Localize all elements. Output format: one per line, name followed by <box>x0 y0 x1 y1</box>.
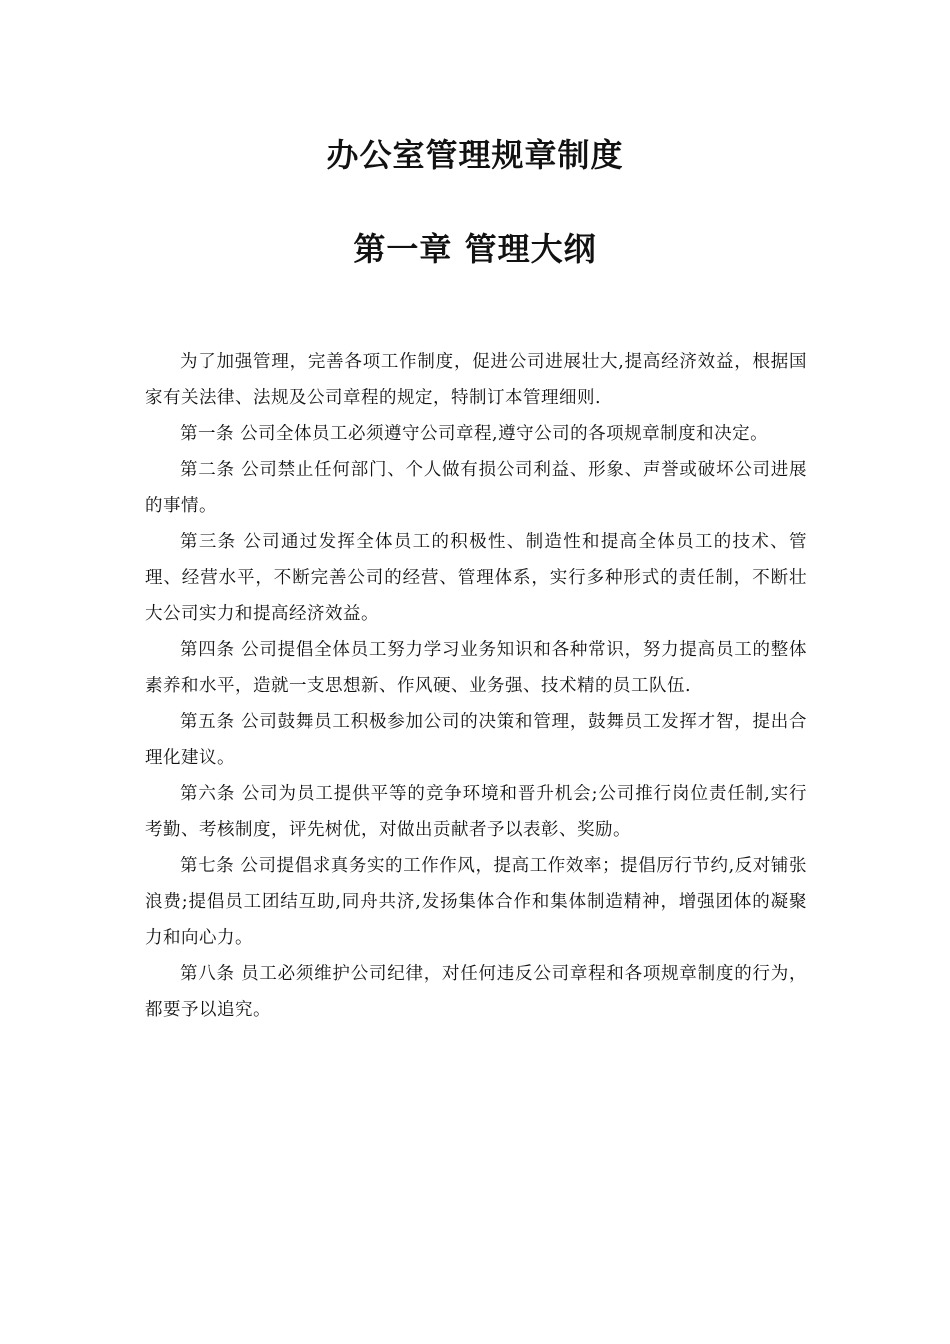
article-3: 第三条 公司通过发挥全体员工的积极性、制造性和提高全体员工的技术、管理、经营水平，不断完善公司的经营、管理体系，实行多种形式的责任制，不断壮大公司实力和提高经济效益。 <box>145 532 807 624</box>
article-4: 第四条 公司提倡全体员工努力学习业务知识和各种常识，努力提高员工的整体素养和水平，造就一支思想新、作风硬、业务强、技术精的员工队伍. <box>145 640 807 696</box>
chapter-title: 第一章 管理大纲 <box>353 230 597 268</box>
intro-paragraph: 为了加强管理，完善各项工作制度，促进公司进展壮大,提高经济效益，根据国家有关法律、法规及公司章程的规定，特制订本管理细则. <box>145 352 807 408</box>
document-title: 办公室管理规章制度 <box>326 136 624 174</box>
article-5: 第五条 公司鼓舞员工积极参加公司的决策和管理，鼓舞员工发挥才智，提出合理化建议。 <box>145 712 807 768</box>
article-8: 第八条 员工必须维护公司纪律，对任何违反公司章程和各项规章制度的行为，都要予以追究。 <box>145 964 807 1020</box>
article-1: 第一条 公司全体员工必须遵守公司章程,遵守公司的各项规章制度和决定。 <box>180 424 769 444</box>
document-body <box>145 344 807 1028</box>
article-6: 第六条 公司为员工提供平等的竞争环境和晋升机会;公司推行岗位责任制,实行考勤、考核制度，评先树优，对做出贡献者予以表彰、奖励。 <box>145 784 807 840</box>
article-2: 第二条 公司禁止任何部门、个人做有损公司利益、形象、声誉或破坏公司进展的事情。 <box>145 460 807 516</box>
article-7: 第七条 公司提倡求真务实的工作作风，提高工作效率；提倡厉行节约,反对铺张浪费;提倡员工团结互助,同舟共济,发扬集体合作和集体制造精神，增强团体的凝聚力和向心力。 <box>145 856 807 948</box>
